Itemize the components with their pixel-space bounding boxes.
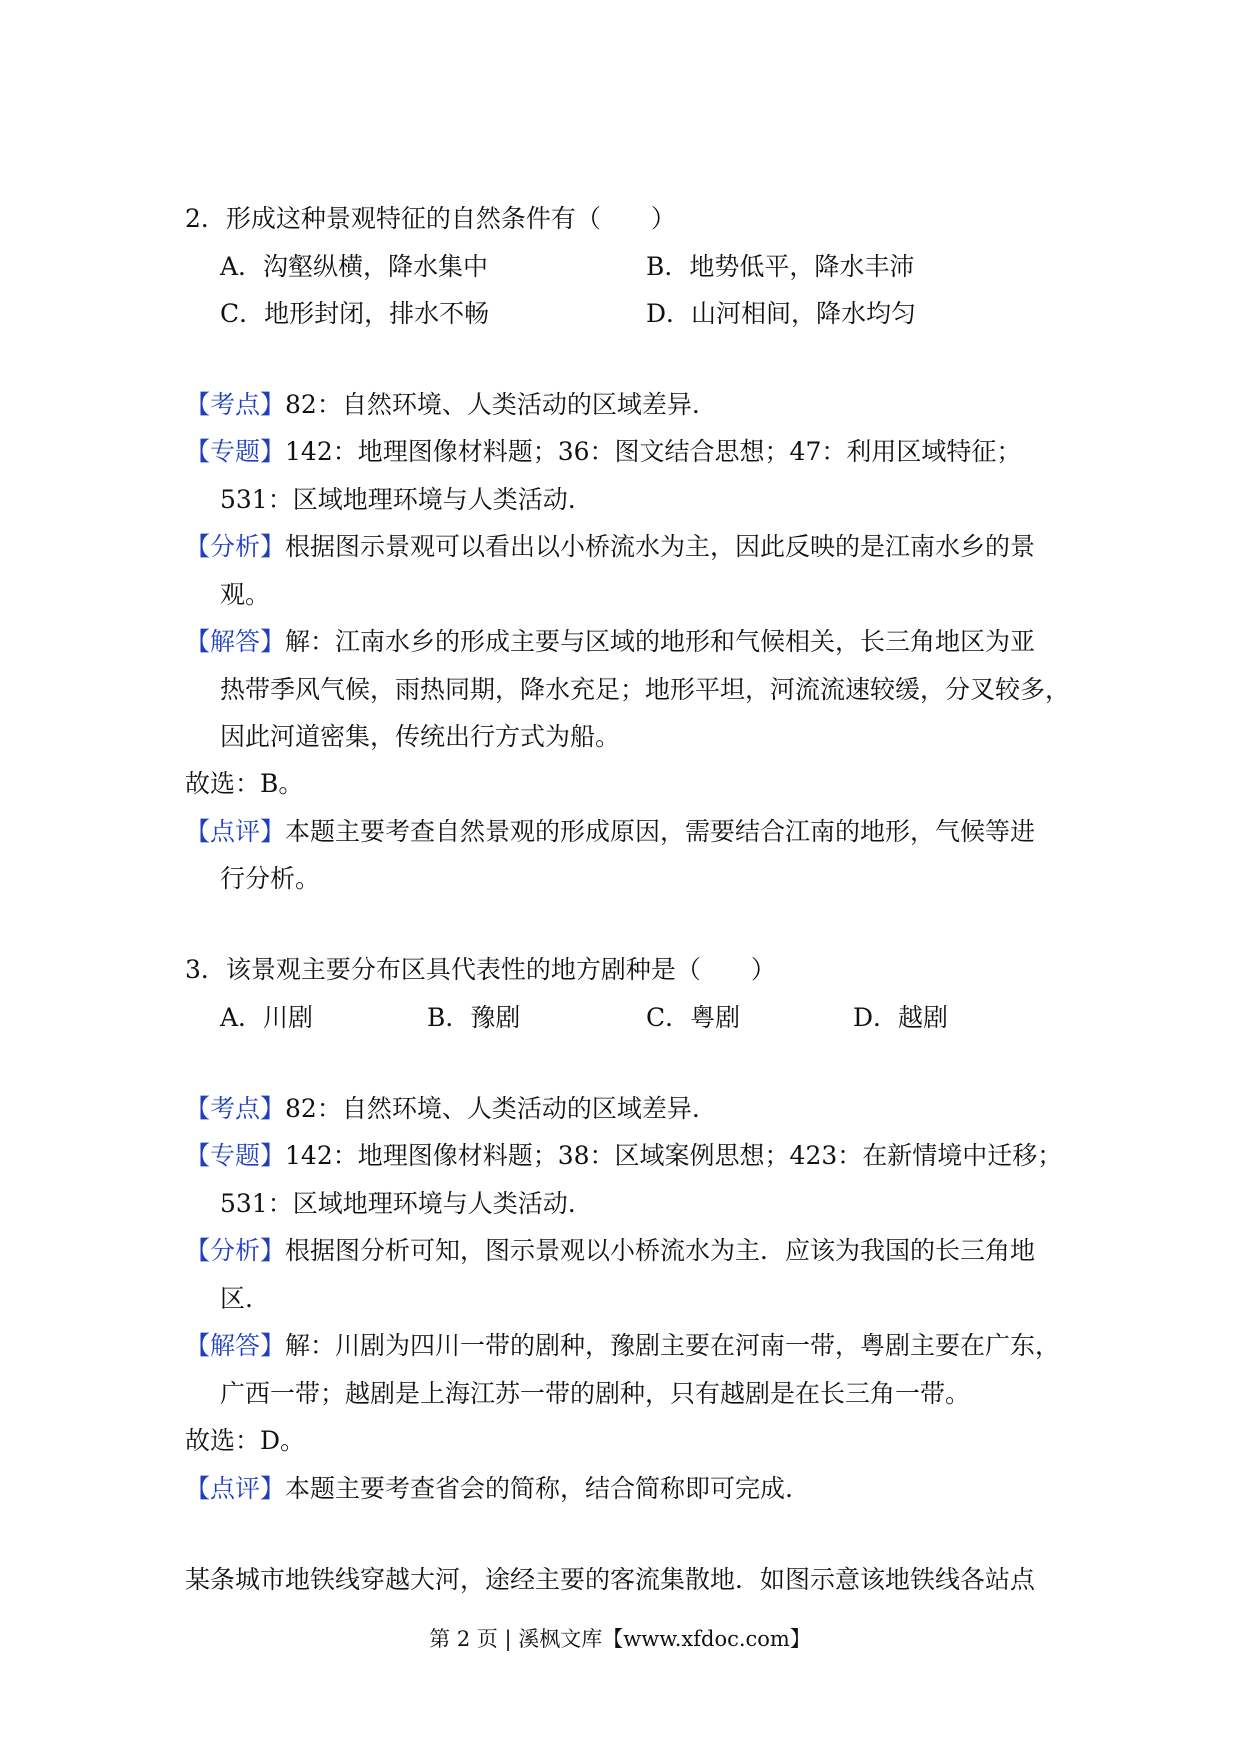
q2-zhuanti-line xyxy=(185,436,1021,468)
q2-dianping-continued: 行分析。 xyxy=(220,864,321,893)
q3-kaodian-tag: 【考点】 xyxy=(185,1094,286,1123)
q3-dianping-tag: 【点评】 xyxy=(185,1474,286,1503)
q2-fenxi-continued: 观。 xyxy=(220,580,271,609)
q3-jieda-tag: 【解答】 xyxy=(185,1331,286,1360)
question-3-option-c: C．粤剧 xyxy=(646,1003,741,1032)
q2-jieda-tag: 【解答】 xyxy=(185,627,286,656)
q2-jieda-line xyxy=(185,626,1035,658)
question-3-option-d: D．越剧 xyxy=(853,1003,949,1032)
question-2-option-d: D．山河相间，降水均匀 xyxy=(646,299,917,328)
q3-zhuanti-text: 142：地理图像材料题；38：区域案例思想；423：在新情境中迁移； xyxy=(285,1141,1063,1170)
q2-kaodian-tag: 【考点】 xyxy=(185,390,286,419)
q2-jieda-text: 解：江南水乡的形成主要与区域的地形和气候相关，长三角地区为亚 xyxy=(285,627,1036,656)
question-3-stem: 3．该景观主要分布区具代表性的地方剧种是（ ） xyxy=(185,955,776,984)
q2-jieda-continued-2: 因此河道密集，传统出行方式为船。 xyxy=(220,722,621,751)
q3-kaodian-text: 82：自然环境、人类活动的区域差异. xyxy=(285,1094,700,1123)
q3-fenxi-text: 根据图分析可知，图示景观以小桥流水为主．应该为我国的长三角地 xyxy=(285,1236,1036,1265)
q3-jieda-text: 解：川剧为四川一带的剧种，豫剧主要在河南一带，粤剧主要在广东， xyxy=(285,1331,1061,1360)
question-2-option-c: C．地形封闭，排水不畅 xyxy=(220,299,490,328)
q2-answer: 故选：B。 xyxy=(185,769,304,798)
q3-zhuanti-continued: 531：区域地理环境与人类活动. xyxy=(220,1189,576,1218)
q2-dianping-text: 本题主要考查自然景观的形成原因，需要结合江南的地形，气候等进 xyxy=(285,817,1036,846)
page-footer: 第 2 页 | 溪枫文库【www.xfdoc.com】 xyxy=(429,1627,811,1651)
q3-zhuanti-tag: 【专题】 xyxy=(185,1141,286,1170)
q3-dianping-line xyxy=(185,1473,793,1505)
q2-fenxi-text: 根据图示景观可以看出以小桥流水为主，因此反映的是江南水乡的景 xyxy=(285,532,1036,561)
q2-zhuanti-text: 142：地理图像材料题；36：图文结合思想；47：利用区域特征； xyxy=(285,437,1022,466)
q2-fenxi-line xyxy=(185,531,1035,563)
q3-zhuanti-line xyxy=(185,1140,1062,1172)
q3-kaodian-line xyxy=(185,1093,700,1125)
q3-fenxi-continued: 区. xyxy=(220,1284,253,1313)
question-3-option-a: A．川剧 xyxy=(220,1003,314,1032)
q2-dianping-line xyxy=(185,816,1035,848)
q2-kaodian-text: 82：自然环境、人类活动的区域差异. xyxy=(285,390,700,419)
q2-zhuanti-tag: 【专题】 xyxy=(185,437,286,466)
q3-answer: 故选：D。 xyxy=(185,1426,306,1455)
question-2-option-a: A．沟壑纵横，降水集中 xyxy=(220,252,489,281)
question-3-option-b: B．豫剧 xyxy=(427,1003,521,1032)
question-2-option-b: B．地势低平，降水丰沛 xyxy=(646,252,915,281)
q2-dianping-tag: 【点评】 xyxy=(185,817,286,846)
q3-fenxi-tag: 【分析】 xyxy=(185,1236,286,1265)
q2-zhuanti-continued: 531：区域地理环境与人类活动. xyxy=(220,485,576,514)
q3-dianping-text: 本题主要考查省会的简称，结合简称即可完成. xyxy=(285,1474,793,1503)
q2-jieda-continued-1: 热带季风气候，雨热同期，降水充足；地形平坦，河流流速较缓，分叉较多， xyxy=(220,675,1071,704)
next-passage-intro: 某条城市地铁线穿越大河，途经主要的客流集散地．如图示意该地铁线各站点 xyxy=(185,1565,1036,1594)
q3-jieda-continued-1: 广西一带；越剧是上海江苏一带的剧种，只有越剧是在长三角一带。 xyxy=(220,1379,971,1408)
q2-fenxi-tag: 【分析】 xyxy=(185,532,286,561)
q3-jieda-line xyxy=(185,1330,1060,1362)
question-2-stem: 2．形成这种景观特征的自然条件有（ ） xyxy=(185,204,676,233)
q2-kaodian-line xyxy=(185,389,700,421)
q3-fenxi-line xyxy=(185,1235,1035,1267)
